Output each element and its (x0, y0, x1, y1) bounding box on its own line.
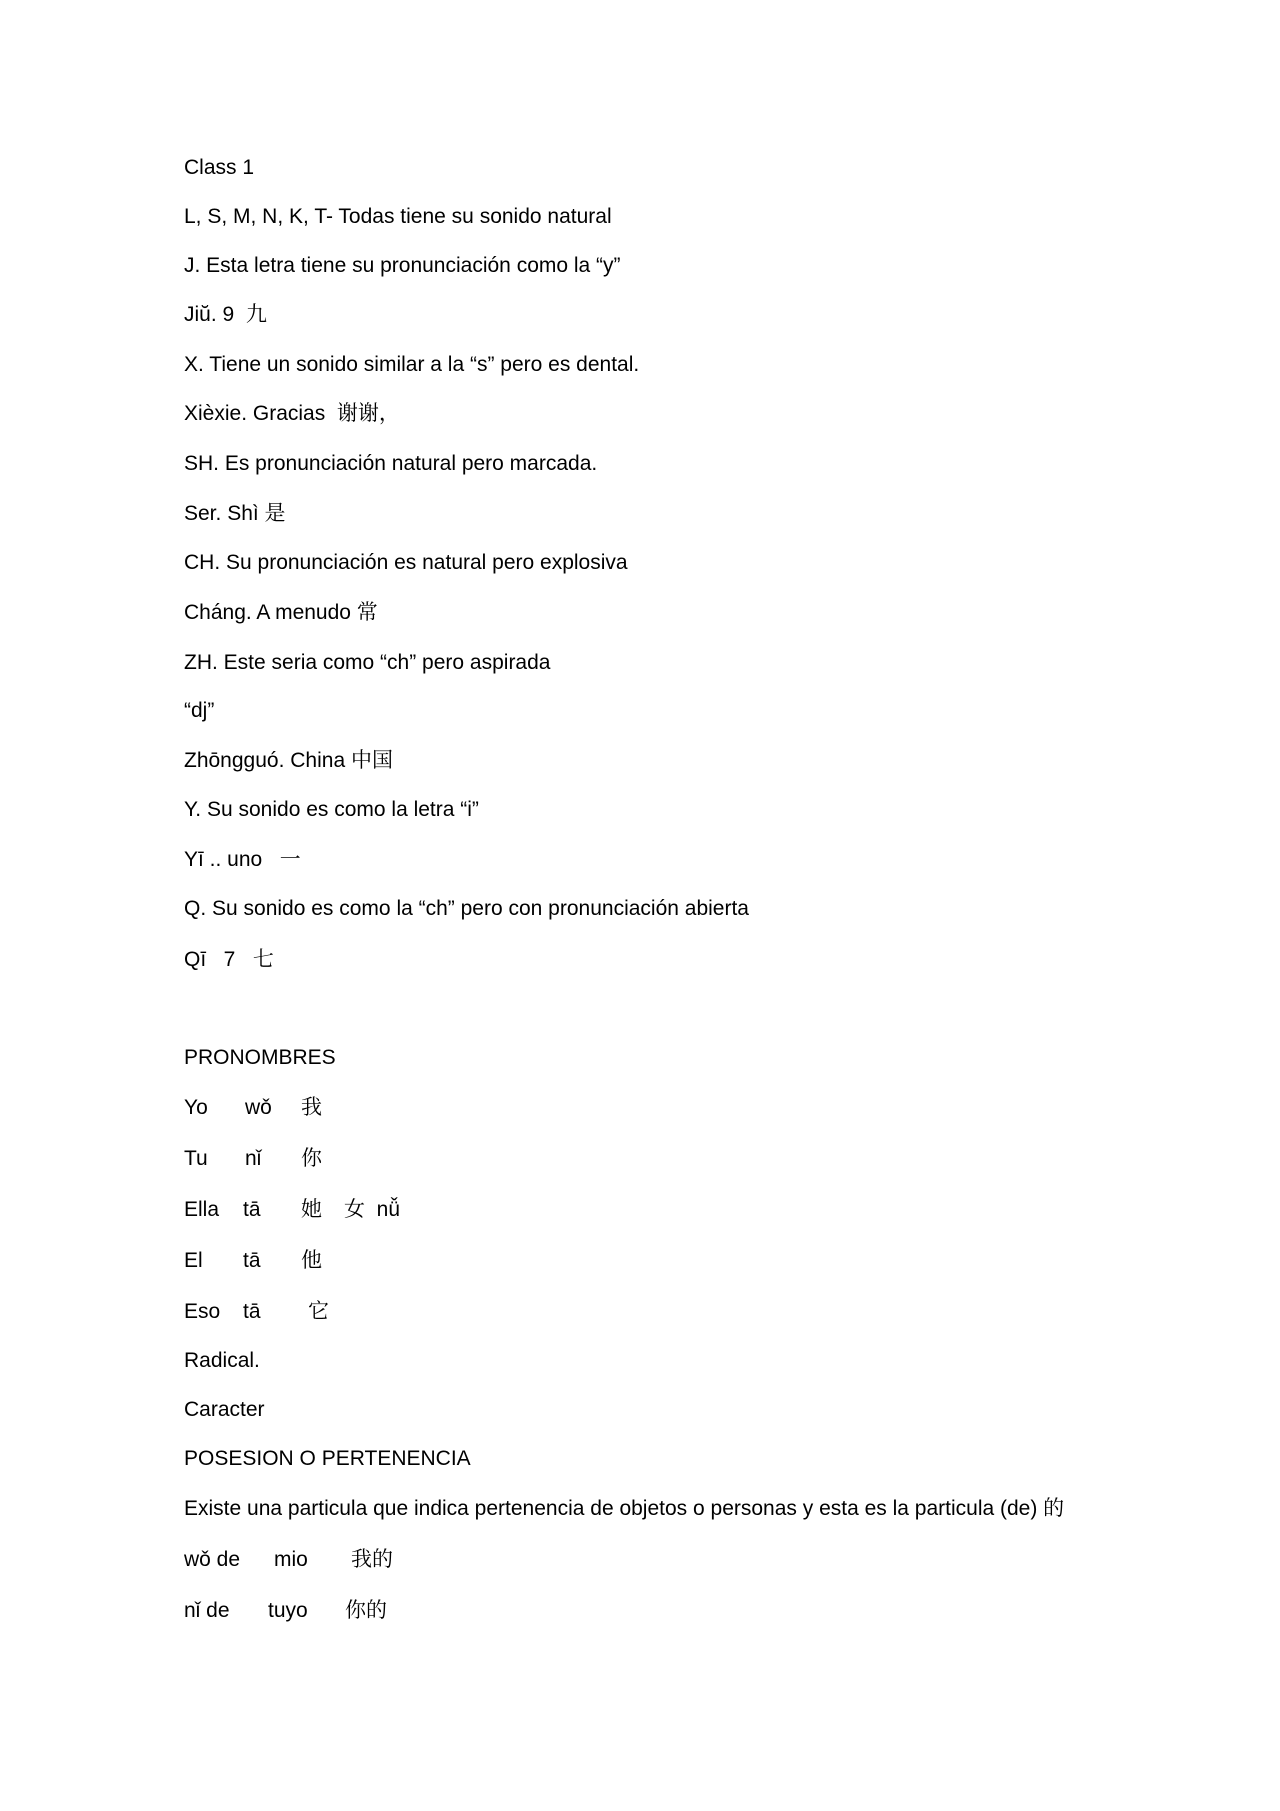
class-title: Class 1 (184, 156, 255, 179)
pronombre-extra: 女 nǚ (344, 1198, 401, 1221)
pronombre-es: Ella (184, 1198, 220, 1221)
radical-label: Radical. (184, 1349, 260, 1372)
text-line: Q. Su sonido es como la “ch” pero con pronunciación abierta (184, 897, 749, 920)
text-line: Jiŭ. 9 九 (184, 303, 267, 326)
posesion-row (184, 1598, 484, 1626)
posesion-pinyin: nǐ de (184, 1599, 230, 1622)
pronombre-es: Yo (184, 1096, 208, 1119)
pronombre-row (184, 1095, 484, 1123)
pronombre-row (184, 1146, 484, 1174)
text-line: L, S, M, N, K, T- Todas tiene su sonido natural (184, 205, 612, 228)
pronombre-pinyin: wǒ (245, 1096, 272, 1119)
text-line: Ser. Shì 是 (184, 502, 286, 525)
text-line: Yī .. uno 一 (184, 848, 301, 871)
pronombre-pinyin: tā (243, 1249, 261, 1272)
pronombre-row (184, 1299, 484, 1327)
posesion-row (184, 1547, 484, 1575)
posesion-es: mio (274, 1548, 308, 1571)
pronombre-hanzi: 你 (301, 1147, 322, 1170)
pronombre-es: Eso (184, 1300, 221, 1323)
text-line: Xièxie. Gracias 谢谢， (184, 402, 400, 425)
pronombres-heading: PRONOMBRES (184, 1046, 336, 1069)
pronombre-hanzi: 我 (301, 1096, 322, 1119)
posesion-es: tuyo (268, 1599, 308, 1622)
text-line: Zhōngguó. China 中国 (184, 749, 393, 772)
pronombre-hanzi: 它 (308, 1300, 329, 1323)
pronombre-pinyin: nǐ (245, 1147, 262, 1170)
caracter-label: Caracter (184, 1398, 265, 1421)
text-line: Qī 7 七 (184, 948, 274, 971)
pronombre-es: Tu (184, 1147, 208, 1170)
pronombre-pinyin: tā (243, 1300, 261, 1323)
text-line: J. Esta letra tiene su pronunciación como la “y” (184, 254, 621, 277)
text-line: Cháng. A menudo 常 (184, 601, 378, 624)
text-line: SH. Es pronunciación natural pero marcada. (184, 452, 598, 475)
posesion-text: Existe una particula que indica pertenencia de objetos o personas y esta es la particula (de) 的 (184, 1497, 1065, 1520)
posesion-hanzi: 你的 (345, 1599, 387, 1622)
text-line: CH. Su pronunciación es natural pero explosiva (184, 551, 628, 574)
text-line: “dj” (184, 699, 215, 722)
text-line: ZH. Este seria como “ch” pero aspirada (184, 651, 551, 674)
posesion-heading: POSESION O PERTENENCIA (184, 1447, 471, 1470)
text-line: Y. Su sonido es como la letra “i” (184, 798, 479, 821)
pronombre-hanzi: 她 (301, 1198, 322, 1221)
posesion-hanzi: 我的 (351, 1548, 393, 1571)
pronombre-hanzi: 他 (301, 1249, 322, 1272)
text-line: X. Tiene un sonido similar a la “s” pero es dental. (184, 353, 640, 376)
posesion-pinyin: wǒ de (184, 1548, 241, 1571)
pronombre-es: El (184, 1249, 203, 1272)
pronombre-row (184, 1197, 484, 1225)
pronombre-row (184, 1248, 484, 1276)
pronombre-pinyin: tā (243, 1198, 261, 1221)
